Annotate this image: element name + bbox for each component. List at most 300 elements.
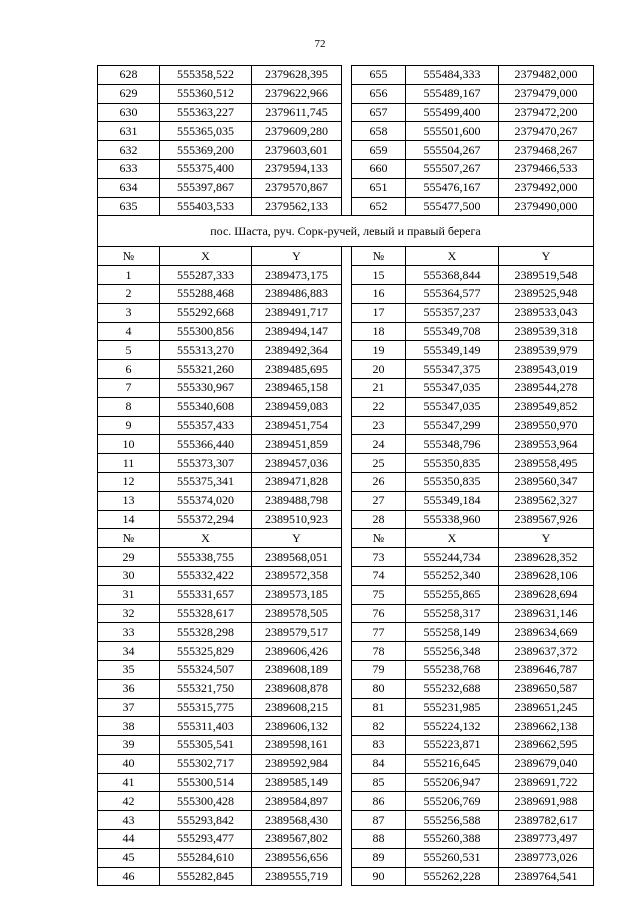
y-coordinate: 2389606,426	[252, 642, 342, 661]
y-coordinate: 2389451,859	[252, 435, 342, 454]
column-gap	[342, 792, 352, 811]
x-coordinate: 555292,668	[160, 303, 252, 322]
point-number: 9	[98, 416, 160, 435]
y-coordinate: 2389519,548	[499, 266, 594, 285]
y-coordinate: 2389488,798	[252, 491, 342, 510]
column-gap	[342, 529, 352, 548]
column-gap	[342, 754, 352, 773]
point-number: 77	[352, 623, 406, 642]
y-coordinate: 2379594,133	[252, 159, 342, 178]
x-coordinate: 555504,267	[406, 141, 499, 160]
x-coordinate: 555347,035	[406, 397, 499, 416]
page-number: 72	[314, 38, 326, 50]
y-coordinate: 2389459,083	[252, 397, 342, 416]
coordinates-table	[97, 65, 594, 886]
table-row	[98, 604, 594, 623]
point-number: 3	[98, 303, 160, 322]
point-number: 33	[98, 623, 160, 642]
x-coordinate: 555321,750	[160, 679, 252, 698]
table-row	[98, 397, 594, 416]
y-coordinate: 2389568,051	[252, 548, 342, 567]
point-number: 26	[352, 472, 406, 491]
x-coordinate: 555324,507	[160, 660, 252, 679]
x-coordinate: 555206,769	[406, 792, 499, 811]
point-number: 80	[352, 679, 406, 698]
column-gap	[342, 84, 352, 103]
x-coordinate: 555258,149	[406, 623, 499, 642]
y-coordinate: 2389578,505	[252, 604, 342, 623]
point-number: 5	[98, 341, 160, 360]
y-coordinate: 2389773,497	[499, 830, 594, 849]
y-coordinate: 2379492,000	[499, 178, 594, 197]
y-coordinate: 2389691,722	[499, 773, 594, 792]
point-number: 651	[352, 178, 406, 197]
x-coordinate: 555252,340	[406, 566, 499, 585]
table-row	[98, 792, 594, 811]
point-number: 32	[98, 604, 160, 623]
y-coordinate: 2379570,867	[252, 178, 342, 197]
x-coordinate: 555476,167	[406, 178, 499, 197]
table-row	[98, 284, 594, 303]
column-gap	[342, 548, 352, 567]
table-row	[98, 266, 594, 285]
point-number: 4	[98, 322, 160, 341]
point-number: 18	[352, 322, 406, 341]
x-coordinate: 555300,856	[160, 322, 252, 341]
point-number: 16	[352, 284, 406, 303]
point-number: 79	[352, 660, 406, 679]
y-coordinate: 2389579,517	[252, 623, 342, 642]
table-row	[98, 698, 594, 717]
x-coordinate: 555403,533	[160, 197, 252, 216]
y-coordinate: 2379468,267	[499, 141, 594, 160]
y-coordinate: 2389592,984	[252, 754, 342, 773]
point-number: 13	[98, 491, 160, 510]
y-coordinate: 2389525,948	[499, 284, 594, 303]
column-header-y: Y	[499, 529, 594, 548]
point-number: 631	[98, 122, 160, 141]
y-coordinate: 2389539,979	[499, 341, 594, 360]
point-number: 39	[98, 736, 160, 755]
y-coordinate: 2389539,318	[499, 322, 594, 341]
column-header-y: Y	[252, 247, 342, 266]
y-coordinate: 2389471,828	[252, 472, 342, 491]
y-coordinate: 2379466,533	[499, 159, 594, 178]
column-gap	[342, 830, 352, 849]
x-coordinate: 555363,227	[160, 103, 252, 122]
y-coordinate: 2389608,189	[252, 660, 342, 679]
table-row	[98, 754, 594, 773]
point-number: 658	[352, 122, 406, 141]
x-coordinate: 555347,375	[406, 360, 499, 379]
table-row	[98, 623, 594, 642]
y-coordinate: 2389567,802	[252, 830, 342, 849]
table-row	[98, 416, 594, 435]
table-row	[98, 811, 594, 830]
column-gap	[342, 378, 352, 397]
x-coordinate: 555507,267	[406, 159, 499, 178]
point-number: 38	[98, 717, 160, 736]
point-number: 81	[352, 698, 406, 717]
y-coordinate: 2389457,036	[252, 454, 342, 473]
section-title: пос. Шаста, руч. Сорк-ручей, левый и правый берега	[98, 216, 594, 247]
y-coordinate: 2389486,883	[252, 284, 342, 303]
table-row	[98, 830, 594, 849]
y-coordinate: 2389553,964	[499, 435, 594, 454]
table-row	[98, 867, 594, 886]
x-coordinate: 555350,835	[406, 472, 499, 491]
x-coordinate: 555364,577	[406, 284, 499, 303]
table-row	[98, 510, 594, 529]
y-coordinate: 2389584,897	[252, 792, 342, 811]
column-header-number: №	[98, 529, 160, 548]
point-number: 660	[352, 159, 406, 178]
point-number: 20	[352, 360, 406, 379]
x-coordinate: 555287,333	[160, 266, 252, 285]
x-coordinate: 555282,845	[160, 867, 252, 886]
column-gap	[342, 178, 352, 197]
y-coordinate: 2379622,966	[252, 84, 342, 103]
y-coordinate: 2389562,327	[499, 491, 594, 510]
column-gap	[342, 604, 352, 623]
column-header-number: №	[352, 247, 406, 266]
x-coordinate: 555332,422	[160, 566, 252, 585]
column-gap	[342, 247, 352, 266]
y-coordinate: 2389549,852	[499, 397, 594, 416]
x-coordinate: 555350,835	[406, 454, 499, 473]
x-coordinate: 555293,477	[160, 830, 252, 849]
column-gap	[342, 472, 352, 491]
x-coordinate: 555258,317	[406, 604, 499, 623]
table-row	[98, 717, 594, 736]
column-gap	[342, 698, 352, 717]
column-header-number: №	[98, 247, 160, 266]
y-coordinate: 2389634,669	[499, 623, 594, 642]
point-number: 2	[98, 284, 160, 303]
y-coordinate: 2389662,595	[499, 736, 594, 755]
point-number: 83	[352, 736, 406, 755]
x-coordinate: 555330,967	[160, 378, 252, 397]
y-coordinate: 2389567,926	[499, 510, 594, 529]
x-coordinate: 555231,985	[406, 698, 499, 717]
point-number: 27	[352, 491, 406, 510]
column-header-number: №	[352, 529, 406, 548]
x-coordinate: 555256,348	[406, 642, 499, 661]
x-coordinate: 555349,184	[406, 491, 499, 510]
table-row	[98, 679, 594, 698]
point-number: 86	[352, 792, 406, 811]
point-number: 36	[98, 679, 160, 698]
table-row	[98, 66, 594, 85]
point-number: 7	[98, 378, 160, 397]
table-row	[98, 84, 594, 103]
y-coordinate: 2389628,106	[499, 566, 594, 585]
point-number: 22	[352, 397, 406, 416]
x-coordinate: 555338,960	[406, 510, 499, 529]
x-coordinate: 555255,865	[406, 585, 499, 604]
table-row	[98, 660, 594, 679]
column-gap	[342, 416, 352, 435]
column-gap	[342, 510, 352, 529]
table-row	[98, 773, 594, 792]
x-coordinate: 555284,610	[160, 848, 252, 867]
point-number: 635	[98, 197, 160, 216]
table-row	[98, 360, 594, 379]
x-coordinate: 555357,433	[160, 416, 252, 435]
point-number: 652	[352, 197, 406, 216]
column-gap	[342, 811, 352, 830]
column-gap	[342, 623, 352, 642]
point-number: 6	[98, 360, 160, 379]
table-row	[98, 103, 594, 122]
x-coordinate: 555358,522	[160, 66, 252, 85]
point-number: 17	[352, 303, 406, 322]
point-number: 87	[352, 811, 406, 830]
column-gap	[342, 103, 352, 122]
point-number: 31	[98, 585, 160, 604]
point-number: 630	[98, 103, 160, 122]
point-number: 42	[98, 792, 160, 811]
point-number: 76	[352, 604, 406, 623]
y-coordinate: 2389628,352	[499, 548, 594, 567]
y-coordinate: 2389550,970	[499, 416, 594, 435]
x-coordinate: 555375,341	[160, 472, 252, 491]
table-row	[98, 566, 594, 585]
point-number: 656	[352, 84, 406, 103]
x-coordinate: 555375,400	[160, 159, 252, 178]
y-coordinate: 2389608,878	[252, 679, 342, 698]
column-gap	[342, 585, 352, 604]
y-coordinate: 2389646,787	[499, 660, 594, 679]
point-number: 8	[98, 397, 160, 416]
y-coordinate: 2389510,923	[252, 510, 342, 529]
x-coordinate: 555501,600	[406, 122, 499, 141]
column-gap	[342, 266, 352, 285]
y-coordinate: 2389568,430	[252, 811, 342, 830]
y-coordinate: 2389773,026	[499, 848, 594, 867]
x-coordinate: 555288,468	[160, 284, 252, 303]
point-number: 82	[352, 717, 406, 736]
table-row	[98, 435, 594, 454]
x-coordinate: 555360,512	[160, 84, 252, 103]
y-coordinate: 2389491,717	[252, 303, 342, 322]
table-row	[98, 736, 594, 755]
point-number: 40	[98, 754, 160, 773]
column-gap	[342, 197, 352, 216]
x-coordinate: 555328,617	[160, 604, 252, 623]
x-coordinate: 555293,842	[160, 811, 252, 830]
point-number: 23	[352, 416, 406, 435]
x-coordinate: 555302,717	[160, 754, 252, 773]
table-row	[98, 122, 594, 141]
point-number: 25	[352, 454, 406, 473]
column-gap	[342, 341, 352, 360]
x-coordinate: 555365,035	[160, 122, 252, 141]
column-gap	[342, 141, 352, 160]
point-number: 43	[98, 811, 160, 830]
point-number: 629	[98, 84, 160, 103]
x-coordinate: 555216,645	[406, 754, 499, 773]
column-gap	[342, 736, 352, 755]
point-number: 78	[352, 642, 406, 661]
y-coordinate: 2389543,019	[499, 360, 594, 379]
y-coordinate: 2389533,043	[499, 303, 594, 322]
x-coordinate: 555331,657	[160, 585, 252, 604]
point-number: 90	[352, 867, 406, 886]
x-coordinate: 555315,775	[160, 698, 252, 717]
x-coordinate: 555477,500	[406, 197, 499, 216]
y-coordinate: 2389555,719	[252, 867, 342, 886]
x-coordinate: 555300,428	[160, 792, 252, 811]
point-number: 633	[98, 159, 160, 178]
y-coordinate: 2389465,158	[252, 378, 342, 397]
point-number: 37	[98, 698, 160, 717]
table-row	[98, 585, 594, 604]
column-gap	[342, 284, 352, 303]
x-coordinate: 555206,947	[406, 773, 499, 792]
y-coordinate: 2389637,372	[499, 642, 594, 661]
y-coordinate: 2389662,138	[499, 717, 594, 736]
x-coordinate: 555368,844	[406, 266, 499, 285]
column-gap	[342, 322, 352, 341]
x-coordinate: 555325,829	[160, 642, 252, 661]
y-coordinate: 2379482,000	[499, 66, 594, 85]
y-coordinate: 2389558,495	[499, 454, 594, 473]
column-gap	[342, 773, 352, 792]
column-header-y: Y	[252, 529, 342, 548]
x-coordinate: 555349,149	[406, 341, 499, 360]
table-row	[98, 341, 594, 360]
point-number: 89	[352, 848, 406, 867]
x-coordinate: 555328,298	[160, 623, 252, 642]
point-number: 28	[352, 510, 406, 529]
table-row	[98, 548, 594, 567]
y-coordinate: 2389650,587	[499, 679, 594, 698]
column-header-x: X	[160, 529, 252, 548]
point-number: 74	[352, 566, 406, 585]
column-gap	[342, 397, 352, 416]
point-number: 30	[98, 566, 160, 585]
column-gap	[342, 867, 352, 886]
point-number: 1	[98, 266, 160, 285]
column-gap	[342, 435, 352, 454]
table-row	[98, 159, 594, 178]
x-coordinate: 555260,388	[406, 830, 499, 849]
y-coordinate: 2389764,541	[499, 867, 594, 886]
point-number: 88	[352, 830, 406, 849]
x-coordinate: 555338,755	[160, 548, 252, 567]
y-coordinate: 2389651,245	[499, 698, 594, 717]
x-coordinate: 555340,608	[160, 397, 252, 416]
column-gap	[342, 66, 352, 85]
y-coordinate: 2389560,347	[499, 472, 594, 491]
table-row	[98, 378, 594, 397]
y-coordinate: 2389782,617	[499, 811, 594, 830]
y-coordinate: 2379628,395	[252, 66, 342, 85]
point-number: 44	[98, 830, 160, 849]
point-number: 21	[352, 378, 406, 397]
x-coordinate: 555484,333	[406, 66, 499, 85]
x-coordinate: 555499,400	[406, 103, 499, 122]
table-row	[98, 642, 594, 661]
table-row	[98, 472, 594, 491]
x-coordinate: 555372,294	[160, 510, 252, 529]
y-coordinate: 2379470,267	[499, 122, 594, 141]
y-coordinate: 2389691,988	[499, 792, 594, 811]
y-coordinate: 2379603,601	[252, 141, 342, 160]
table-row	[98, 491, 594, 510]
column-gap	[342, 122, 352, 141]
column-header-x: X	[406, 529, 499, 548]
column-gap	[342, 454, 352, 473]
point-number: 73	[352, 548, 406, 567]
point-number: 75	[352, 585, 406, 604]
column-gap	[342, 491, 352, 510]
y-coordinate: 2379562,133	[252, 197, 342, 216]
section-title-row	[98, 216, 594, 247]
y-coordinate: 2389585,149	[252, 773, 342, 792]
point-number: 12	[98, 472, 160, 491]
x-coordinate: 555349,708	[406, 322, 499, 341]
point-number: 85	[352, 773, 406, 792]
x-coordinate: 555256,588	[406, 811, 499, 830]
table-row	[98, 454, 594, 473]
x-coordinate: 555305,541	[160, 736, 252, 755]
y-coordinate: 2389492,364	[252, 341, 342, 360]
x-coordinate: 555232,688	[406, 679, 499, 698]
point-number: 657	[352, 103, 406, 122]
y-coordinate: 2389451,754	[252, 416, 342, 435]
y-coordinate: 2389608,215	[252, 698, 342, 717]
x-coordinate: 555357,237	[406, 303, 499, 322]
y-coordinate: 2389485,695	[252, 360, 342, 379]
point-number: 655	[352, 66, 406, 85]
x-coordinate: 555238,768	[406, 660, 499, 679]
column-header-y: Y	[499, 247, 594, 266]
x-coordinate: 555224,132	[406, 717, 499, 736]
x-coordinate: 555397,867	[160, 178, 252, 197]
x-coordinate: 555262,228	[406, 867, 499, 886]
y-coordinate: 2389679,040	[499, 754, 594, 773]
y-coordinate: 2389544,278	[499, 378, 594, 397]
table-row	[98, 178, 594, 197]
x-coordinate: 555244,734	[406, 548, 499, 567]
point-number: 632	[98, 141, 160, 160]
table-row	[98, 322, 594, 341]
x-coordinate: 555369,200	[160, 141, 252, 160]
y-coordinate: 2389473,175	[252, 266, 342, 285]
x-coordinate: 555347,299	[406, 416, 499, 435]
point-number: 628	[98, 66, 160, 85]
point-number: 634	[98, 178, 160, 197]
column-gap	[342, 642, 352, 661]
point-number: 29	[98, 548, 160, 567]
y-coordinate: 2379472,200	[499, 103, 594, 122]
point-number: 15	[352, 266, 406, 285]
table-row	[98, 141, 594, 160]
point-number: 659	[352, 141, 406, 160]
point-number: 11	[98, 454, 160, 473]
column-gap	[342, 303, 352, 322]
x-coordinate: 555260,531	[406, 848, 499, 867]
table-row	[98, 848, 594, 867]
y-coordinate: 2379490,000	[499, 197, 594, 216]
y-coordinate: 2389572,358	[252, 566, 342, 585]
column-gap	[342, 660, 352, 679]
x-coordinate: 555366,440	[160, 435, 252, 454]
x-coordinate: 555373,307	[160, 454, 252, 473]
point-number: 10	[98, 435, 160, 454]
